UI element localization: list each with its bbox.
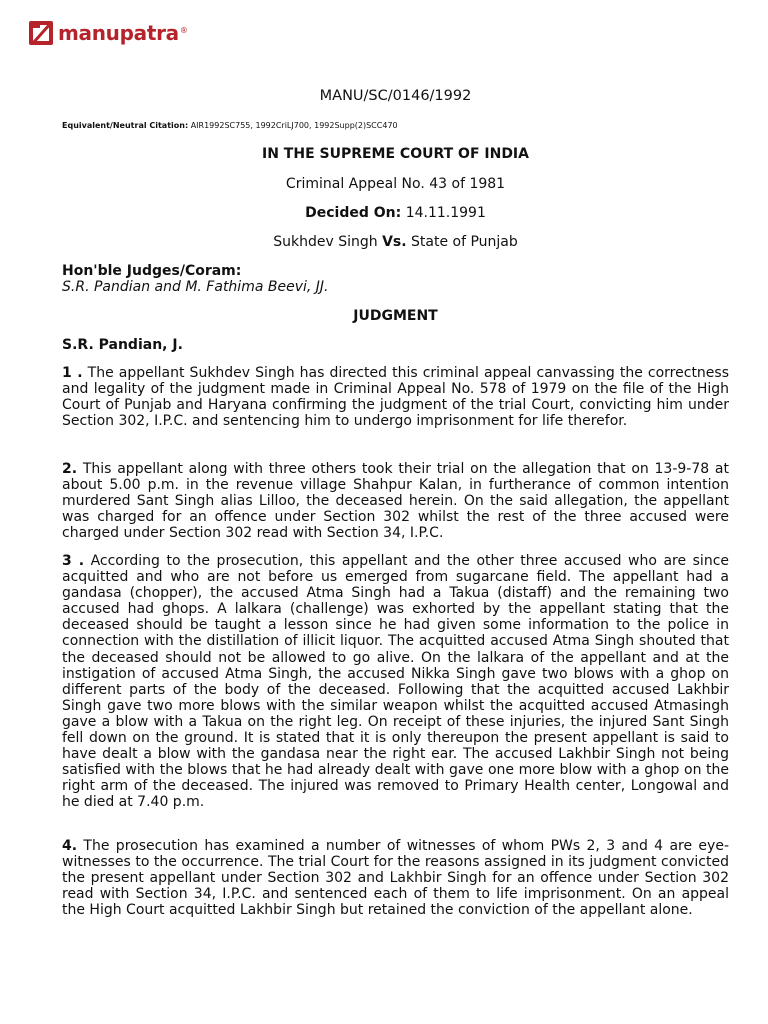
decided-on [62, 205, 729, 221]
judgment-heading: JUDGMENT [353, 308, 438, 324]
decided-on-date: 14.11.1991 [405, 205, 486, 221]
paragraph-number: 4. [62, 838, 78, 854]
judges-heading: Hon'ble Judges/Coram: [62, 263, 242, 279]
paragraph-1 [62, 365, 729, 429]
paragraph-3 [62, 553, 729, 811]
paragraph-2 [62, 461, 729, 541]
registered-mark: ® [179, 25, 188, 35]
case-parties [62, 234, 729, 250]
paragraph-text: According to the prosecution, this appellant and the other three accused who are since acquitted and who are not before us emerged from sugarcane field. The appellant had a gandasa (chopper), the accused Atma Singh had a Takua (distaff) and the remaining two accused had ghops. A lalkara (challenge) was exhorted by the appellant stating that the deceased should be taught a lesson since he had given some information to the police in connection with the distillation of illicit liquor. The acquitted accused Atma Singh shouted that the deceased should not be allowed to go alive. On the lalkara of the appellant and at the instigation of accused Atma Singh, the accused Nikka Singh gave two blows with a ghop on different parts of the body of the deceased. Following that the acquitted accused Lakhbir Singh gave two more blows with the similar weapon whilst the acquitted accused Atmasingh gave a blow with a Takua on the right leg. On receipt of these injuries, the injured Sant Singh fell down on the ground. It is stated that it is only thereupon the present appellant is said to have dealt a blow with the gandasa near the right ear. The accused Lakhbir Singh not being satisfied with the blows that he had already dealt with gave one more blow with a ghop on the right arm of the deceased. The injured was removed to Primary Health center, Longowal and he died at 7.40 p.m. [62, 553, 729, 811]
equivalent-citation [62, 121, 398, 130]
judgment-author: S.R. Pandian, J. [62, 337, 183, 353]
paragraph-text: This appellant along with three others took their trial on the allegation that on 13-9-78 at about 5.00 p.m. in the revenue village Shahpur Kalan, in furtherance of common intention murdered Sant Singh alias Lilloo, the deceased herein. On the said allegation, the appellant was charged for an offence under Section 302 whilst the rest of the three accused were charged under Section 302 read with Section 34, I.P.C. [62, 461, 730, 542]
brand-name: manupatra [58, 21, 179, 45]
versus-label: Vs. [382, 234, 407, 250]
manupatra-logo-icon [28, 20, 54, 46]
decided-on-label: Decided On: [305, 205, 402, 221]
brand-logo[interactable] [28, 18, 188, 48]
paragraph-text: The appellant Sukhdev Singh has directed this criminal appeal canvassing the correctness and legality of the judgment made in Criminal Appeal No. 578 of 1979 on the file of the High Court of Punjab and Haryana confirming the judgment of the trial Court, convicting him under Section 302, I.P.C. and sentencing him to undergo imprisonment for life therefor. [62, 365, 730, 430]
court-name: IN THE SUPREME COURT OF INDIA [262, 146, 529, 162]
party-appellant: Sukhdev Singh [273, 234, 378, 250]
paragraph-number: 1 . [62, 365, 83, 381]
paragraph-text: The prosecution has examined a number of witnesses of whom PWs 2, 3 and 4 are eye-witnesses to the occurrence. The trial Court for the reasons assigned in its judgment convicted the present appellant under Section 302 and Lakhbir Singh for an offence under Section 302 read with Section 34, I.P.C. and sentenced each of them to life imprisonment. On an appeal the High Court acquitted Lakhbir Singh but retained the conviction of the appellant alone. [62, 838, 730, 919]
paragraph-4 [62, 838, 729, 918]
appeal-number: Criminal Appeal No. 43 of 1981 [285, 176, 506, 192]
party-respondent: State of Punjab [411, 234, 518, 250]
equivalent-citation-label: Equivalent/Neutral Citation: [62, 121, 189, 130]
paragraph-number: 3 . [62, 553, 85, 569]
judges-names: S.R. Pandian and M. Fathima Beevi, JJ. [62, 279, 329, 295]
paragraph-number: 2. [62, 461, 78, 477]
citation-id: MANU/SC/0146/1992 [319, 88, 472, 104]
equivalent-citation-value: AIR1992SC755, 1992CriLJ700, 1992Supp(2)SCC470 [190, 121, 398, 130]
